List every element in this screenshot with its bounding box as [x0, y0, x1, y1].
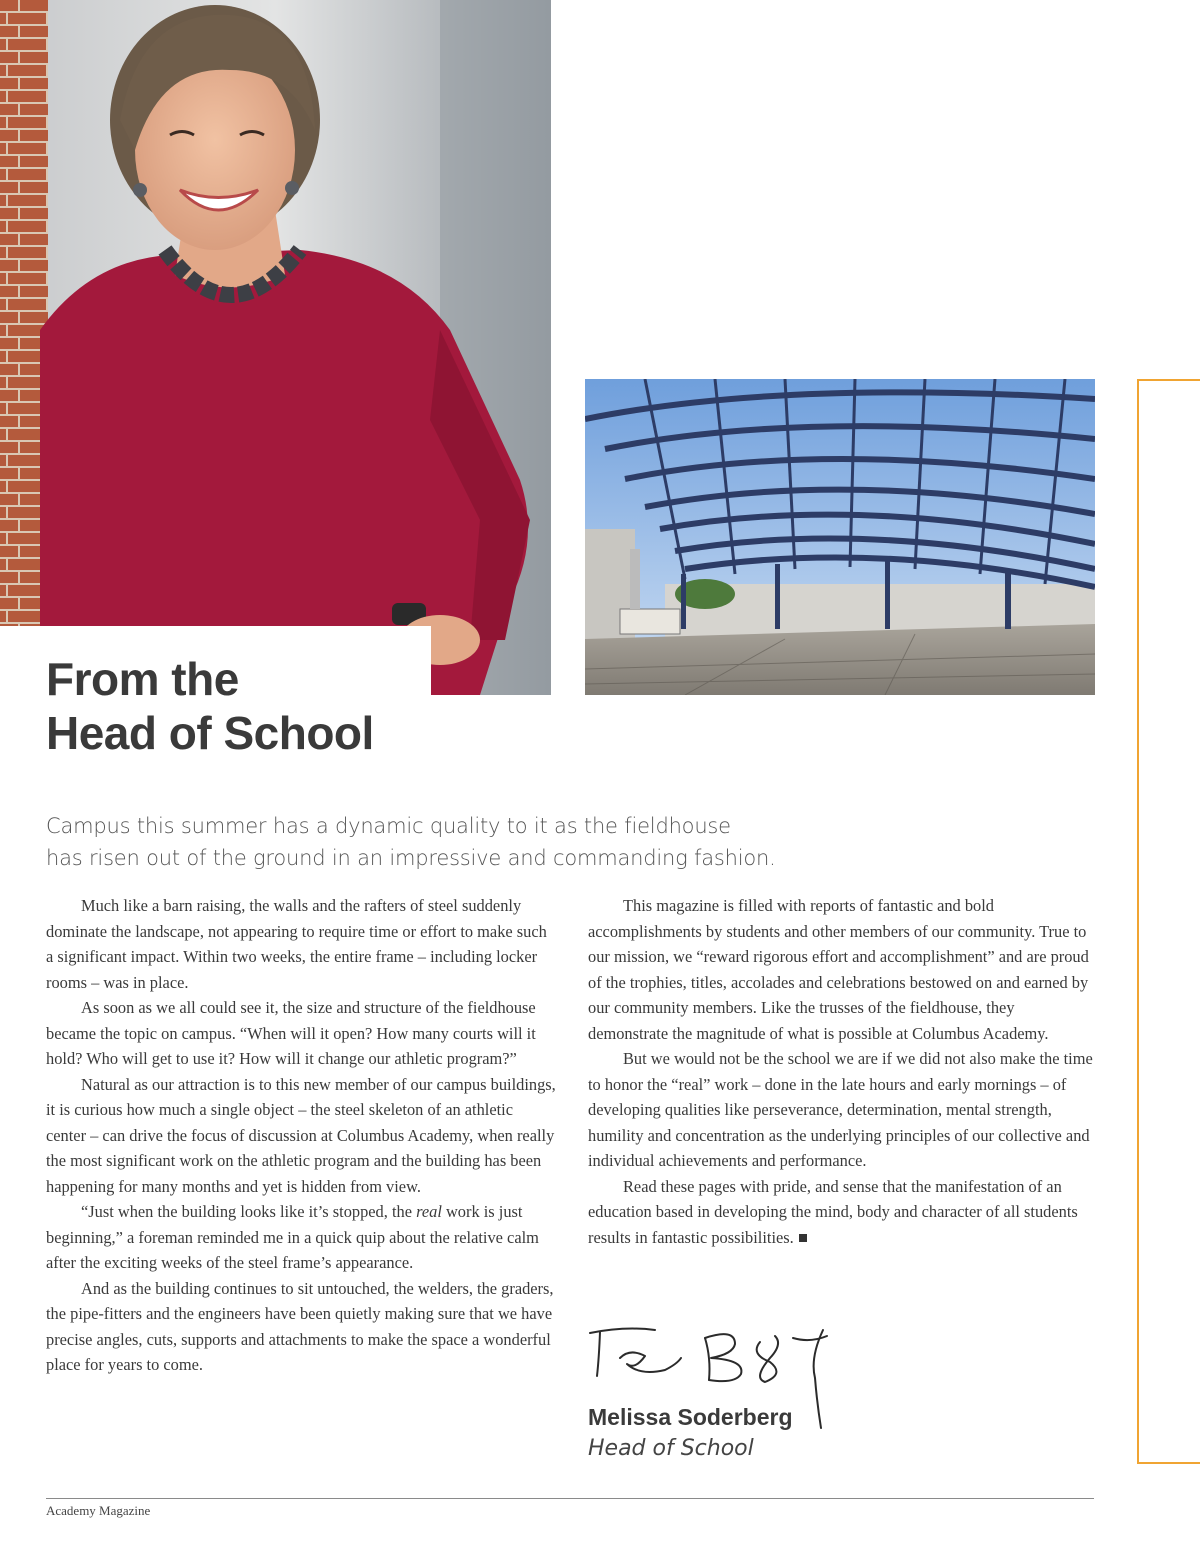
- body-column-left: [46, 893, 556, 1378]
- paragraph: But we would not be the school we are if we did not also make the time to honor the “real” work – done in the late hours and early mornings – of developing qualities like perseverance, determination, mental strength, humility and concentration as the underlying principles of our collective and individual achievements and performance.: [588, 1049, 1093, 1170]
- signatory-name: Melissa Soderberg: [588, 1404, 793, 1430]
- paragraph: This magazine is filled with reports of fantastic and bold accomplishments by students and other members of our community. True to our mission, we “reward rigorous effort and accomplishment” and are proud of the trophies, titles, accolades and celebrations bestowed on and earned by our community members. Like the trusses of the fieldhouse, they demonstrate the magnitude of what is possible at Columbus Academy.: [588, 896, 1089, 1043]
- paragraph: Much like a barn raising, the walls and the rafters of steel suddenly dominate the landscape, not appearing to require time or effort to make such a significant impact. Within two weeks, the entire frame – including locker rooms – was in place.: [46, 896, 547, 992]
- deck-intro: [46, 810, 846, 874]
- head-of-school-portrait: [0, 0, 551, 695]
- signatory-role: Head of School: [588, 1436, 754, 1461]
- end-mark-icon: [799, 1234, 807, 1242]
- paragraph: [46, 1199, 556, 1276]
- accent-bracket: [1137, 379, 1200, 1464]
- paragraph: As soon as we all could see it, the size and structure of the fieldhouse became the topic on campus. “When will it open? How many courts will it hold? Who will get to use it? How will it change our athletic program?”: [46, 998, 536, 1068]
- title-line-1: From the: [46, 653, 239, 705]
- paragraph-text: “Just when the building looks like it’s stopped, the: [81, 1202, 417, 1221]
- paragraph: [588, 1174, 1098, 1251]
- emphasis-real: real: [416, 1202, 442, 1221]
- paragraph: And as the building continues to sit untouched, the welders, the graders, the pipe-fitters and the engineers have been quietly making sure that we have precise angles, cuts, supports and attachments to make the space a wonderful place for years to come.: [46, 1278, 554, 1374]
- deck-line-1: Campus this summer has a dynamic quality to it as the fieldhouse: [46, 814, 731, 838]
- paragraph: Natural as our attraction is to this new member of our campus buildings, it is curious how much a single object – the steel skeleton of an athletic center – can drive the focus of discussion at Columbus Academy, when really the most significant work on the athletic program and the building has been happening for many months and yet is hidden from view.: [46, 1074, 556, 1196]
- footer-divider: [46, 1498, 1094, 1499]
- paragraph-text: work is just beginning,” a foreman reminded me in a quick quip about the relative calm after the exciting weeks of the steel frame’s appearance.: [46, 1202, 539, 1272]
- footer-publication-name: Academy Magazine: [46, 1503, 151, 1518]
- title-line-2: Head of School: [46, 707, 374, 759]
- paragraph-text: Read these pages with pride, and sense that the manifestation of an education based in developing the mind, body and character of all students results in fantastic possibilities.: [588, 1176, 1078, 1247]
- body-column-right: [588, 893, 1098, 1250]
- fieldhouse-construction-photo: [585, 379, 1095, 695]
- page-title: [46, 652, 374, 760]
- deck-line-2: has risen out of the ground in an impressive and commanding fashion.: [46, 846, 776, 870]
